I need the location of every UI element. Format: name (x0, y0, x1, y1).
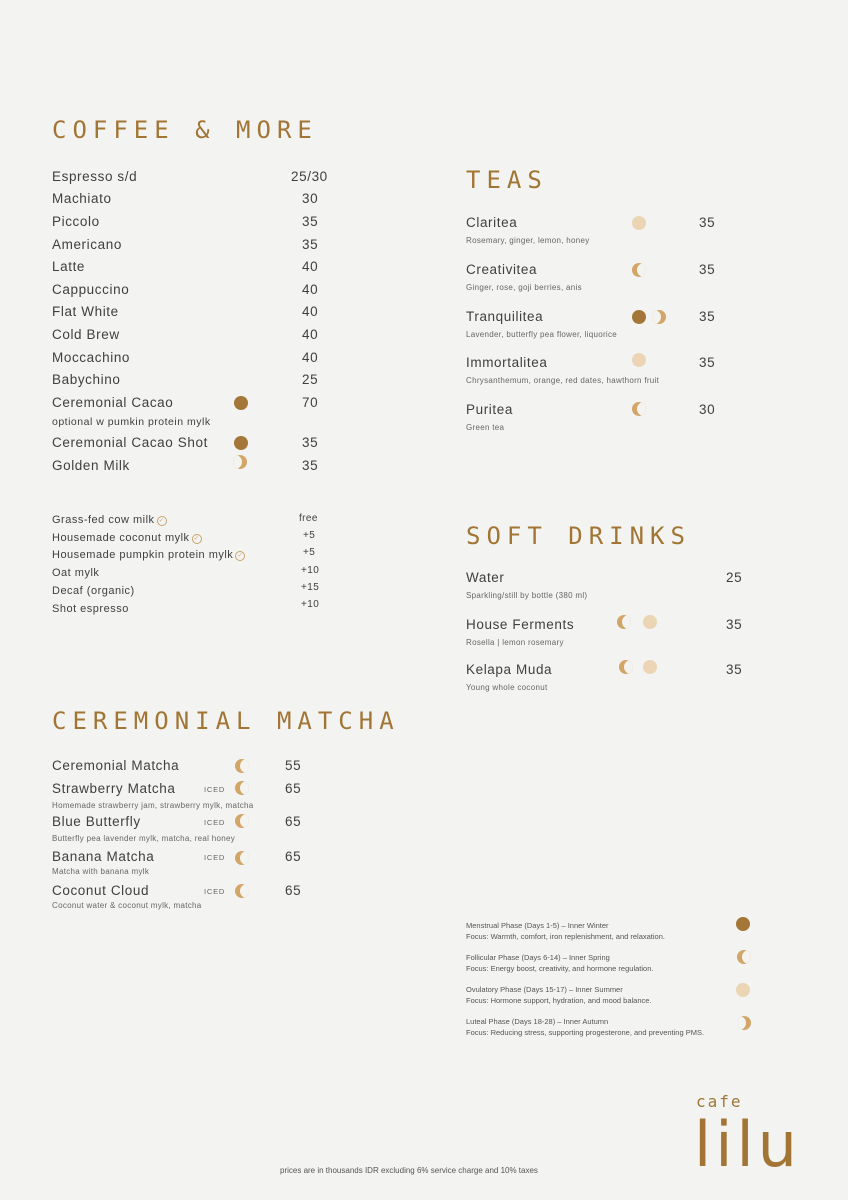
menu-item-description: Young whole coconut (466, 683, 548, 692)
teas-heading: TEAS (466, 166, 548, 194)
waxing-crescent-icon (235, 781, 249, 795)
menu-item-description: optional w pumkin protein mylk (52, 416, 211, 428)
iced-label: ICED (204, 853, 226, 862)
menu-item-name: Blue Butterfly (52, 814, 141, 829)
menu-item-price: 35 (302, 435, 319, 450)
menu-item-name: House Ferments (466, 617, 575, 632)
addon-price: +10 (301, 565, 320, 576)
full-moon-pale-icon (632, 353, 646, 367)
legend-phase-focus: Focus: Reducing stress, supporting progesterone, and preventing PMS. (466, 1028, 705, 1037)
addon-price: +15 (301, 582, 320, 593)
menu-item-name: Kelapa Muda (466, 662, 553, 677)
menu-item-description: Matcha with banana mylk (52, 867, 150, 876)
addon-name: Housemade coconut mylk ✓ (52, 532, 202, 544)
full-moon-pale-icon (643, 660, 657, 674)
menu-item-price: 40 (302, 304, 319, 319)
menu-item-name: Ceremonial Matcha (52, 758, 180, 773)
addon-price: +5 (303, 530, 316, 541)
addon-name: Decaf (organic) (52, 585, 135, 597)
full-moon-dark-icon (234, 396, 248, 410)
menu-item-description: Lavender, butterfly pea flower, liquorice (466, 330, 618, 339)
waning-crescent-icon (233, 455, 247, 469)
legend-phase-title: Ovulatory Phase (Days 15-17) – Inner Summer (466, 985, 623, 994)
menu-item-description: Homemade strawberry jam, strawberry mylk, matcha (52, 801, 254, 810)
menu-item-description: Rosella | lemon rosemary (466, 638, 564, 647)
waxing-crescent-icon (235, 884, 249, 898)
menu-item-price: 25 (726, 570, 743, 585)
waning-crescent-icon (737, 1016, 751, 1030)
legend-phase-focus: Focus: Warmth, comfort, iron replenishment, and relaxation. (466, 932, 665, 941)
menu-item-name: Banana Matcha (52, 849, 155, 864)
menu-item-price: 35 (302, 458, 319, 473)
menu-item-description: Butterfly pea lavender mylk, matcha, real honey (52, 834, 236, 843)
menu-item-price: 30 (302, 191, 319, 206)
menu-item-name: Golden Milk (52, 458, 130, 473)
addon-name: Grass-fed cow milk ✓ (52, 514, 167, 526)
waxing-crescent-icon (235, 851, 249, 865)
full-moon-dark-icon (736, 917, 750, 931)
full-moon-dark-icon (234, 436, 248, 450)
iced-label: ICED (204, 818, 226, 827)
check-icon: ✓ (157, 516, 167, 526)
legend-phase-title: Follicular Phase (Days 6-14) – Inner Spring (466, 953, 610, 962)
iced-label: ICED (204, 887, 226, 896)
addon-price: +10 (301, 599, 320, 610)
menu-item-name: Piccolo (52, 214, 100, 229)
menu-item-price: 65 (285, 849, 302, 864)
menu-item-price: 40 (302, 327, 319, 342)
menu-item-price: 40 (302, 350, 319, 365)
matcha-heading: CEREMONIAL MATCHA (52, 707, 400, 735)
check-icon: ✓ (192, 534, 202, 544)
menu-item-name: Americano (52, 237, 122, 252)
menu-item-price: 70 (302, 395, 319, 410)
waning-crescent-icon (652, 310, 666, 324)
menu-item-name: Strawberry Matcha (52, 781, 176, 796)
menu-item-name: Ceremonial Cacao (52, 395, 174, 410)
addon-price: +5 (303, 547, 316, 558)
menu-item-name: Cappuccino (52, 282, 130, 297)
menu-item-name: Puritea (466, 402, 513, 417)
menu-item-description: Coconut water & coconut mylk, matcha (52, 901, 202, 910)
menu-item-description: Sparkling/still by bottle (380 ml) (466, 591, 588, 600)
menu-item-price: 35 (699, 309, 716, 324)
menu-item-name: Moccachino (52, 350, 131, 365)
footer-note: prices are in thousands IDR excluding 6% service charge and 10% taxes (280, 1166, 538, 1175)
menu-item-price: 35 (726, 662, 743, 677)
waxing-crescent-icon (632, 402, 646, 416)
menu-item-name: Creativitea (466, 262, 538, 277)
menu-item-price: 35 (726, 617, 743, 632)
menu-item-price: 65 (285, 883, 302, 898)
legend-phase-title: Luteal Phase (Days 18-28) – Inner Autumn (466, 1017, 609, 1026)
menu-item-price: 30 (699, 402, 716, 417)
menu-item-description: Ginger, rose, goji berries, anis (466, 283, 582, 292)
coffee-heading: COFFEE & MORE (52, 116, 318, 144)
menu-item-price: 35 (699, 215, 716, 230)
menu-item-price: 25/30 (291, 169, 328, 184)
legend-phase-focus: Focus: Hormone support, hydration, and mood balance. (466, 996, 652, 1005)
full-moon-dark-icon (632, 310, 646, 324)
menu-item-name: Ceremonial Cacao Shot (52, 435, 208, 450)
addon-price: free (299, 513, 318, 524)
menu-item-description: Green tea (466, 423, 505, 432)
check-icon: ✓ (235, 551, 245, 561)
soft-drinks-heading: SOFT DRINKS (466, 522, 691, 550)
waxing-crescent-icon (632, 263, 646, 277)
legend-phase-focus: Focus: Energy boost, creativity, and hormone regulation. (466, 964, 654, 973)
menu-item-name: Babychino (52, 372, 121, 387)
menu-item-description: Rosemary, ginger, lemon, honey (466, 236, 590, 245)
menu-item-price: 40 (302, 282, 319, 297)
menu-item-price: 35 (699, 262, 716, 277)
brand-name-small: cafe (696, 1092, 743, 1111)
legend-phase-title: Menstrual Phase (Days 1-5) – Inner Winter (466, 921, 609, 930)
menu-item-description: Chrysanthemum, orange, red dates, hawthorn fruit (466, 376, 660, 385)
menu-item-price: 65 (285, 814, 302, 829)
menu-item-price: 35 (699, 355, 716, 370)
menu-item-price: 35 (302, 237, 319, 252)
menu-item-price: 25 (302, 372, 319, 387)
menu-item-name: Cold Brew (52, 327, 120, 342)
waxing-crescent-icon (619, 660, 633, 674)
full-moon-pale-icon (736, 983, 750, 997)
addon-name: Oat mylk (52, 567, 100, 579)
menu-item-name: Coconut Cloud (52, 883, 150, 898)
menu-item-name: Flat White (52, 304, 119, 319)
menu-item-name: Machiato (52, 191, 112, 206)
waxing-crescent-icon (737, 950, 751, 964)
menu-item-price: 35 (302, 214, 319, 229)
iced-label: ICED (204, 785, 226, 794)
waxing-crescent-icon (235, 814, 249, 828)
menu-item-name: Tranquilitea (466, 309, 544, 324)
menu-item-price: 65 (285, 781, 302, 796)
waxing-crescent-icon (235, 759, 249, 773)
addon-name: Housemade pumpkin protein mylk ✓ (52, 549, 245, 561)
menu-item-name: Latte (52, 259, 86, 274)
full-moon-pale-icon (643, 615, 657, 629)
brand-logo: lilu (694, 1108, 801, 1181)
menu-item-name: Immortalitea (466, 355, 548, 370)
menu-item-price: 40 (302, 259, 319, 274)
menu-item-name: Water (466, 570, 505, 585)
full-moon-pale-icon (632, 216, 646, 230)
menu-item-price: 55 (285, 758, 302, 773)
menu-item-name: Espresso s/d (52, 169, 138, 184)
addon-name: Shot espresso (52, 603, 129, 615)
menu-item-name: Claritea (466, 215, 518, 230)
waxing-crescent-icon (617, 615, 631, 629)
